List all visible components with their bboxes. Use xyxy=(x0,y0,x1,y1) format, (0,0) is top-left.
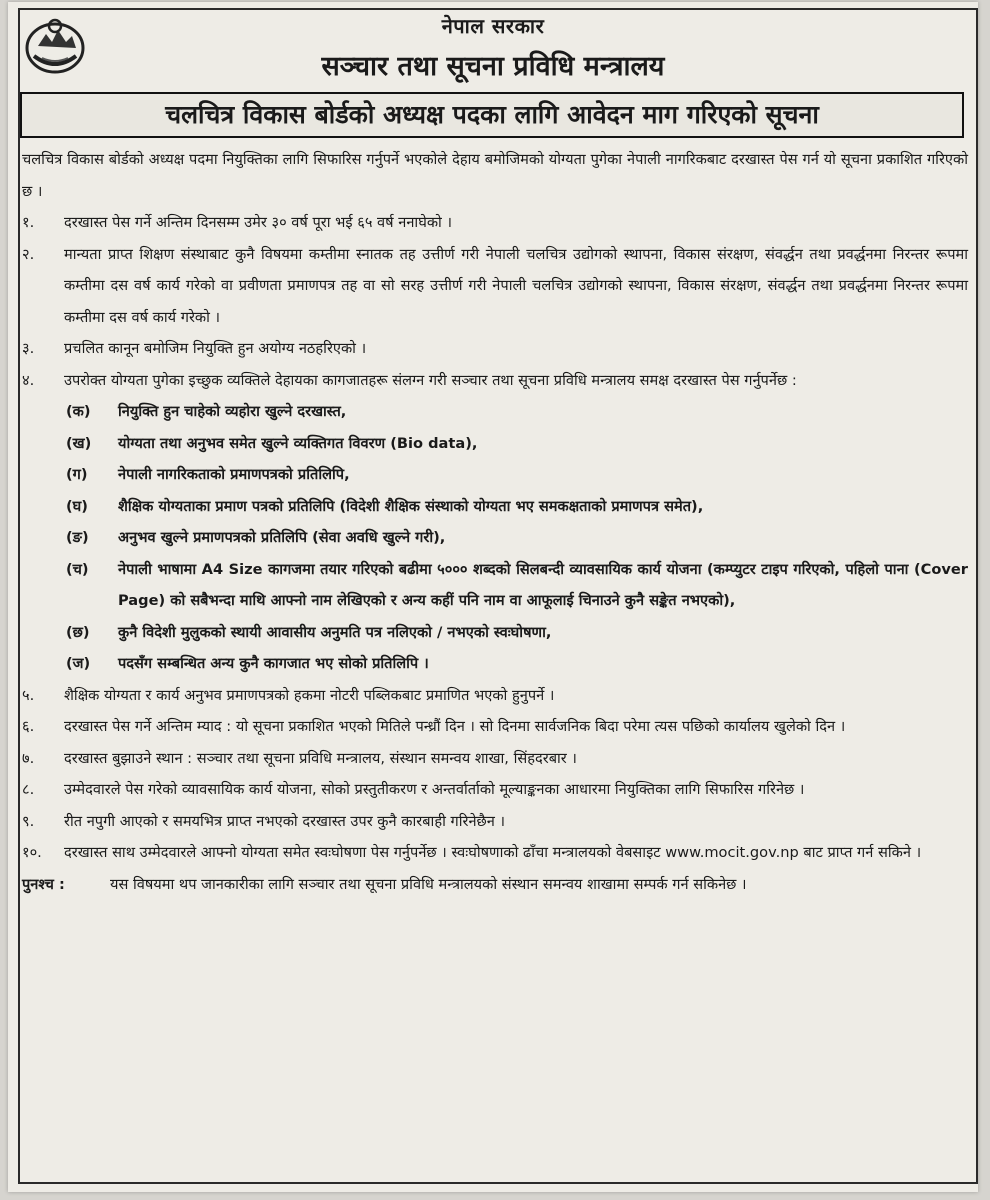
document-subitem xyxy=(22,522,968,554)
subitem-text: नेपाली नागरिकताको प्रमाणपत्रको प्रतिलिपि, xyxy=(118,466,350,483)
item-number: ३. xyxy=(22,340,35,357)
list-item xyxy=(22,239,968,334)
item-text: शैक्षिक योग्यता र कार्य अनुभव प्रमाणपत्रको हकमा नोटरी पब्लिकबाट प्रमाणित भएको हुनुपर्ने । xyxy=(64,686,555,704)
list-item xyxy=(22,837,968,869)
subitem-label: (च) xyxy=(66,560,89,578)
notice-title: चलचित्र विकास बोर्डको अध्यक्ष पदका लागि आवेदन माग गरिएको सूचना xyxy=(20,92,964,138)
document-subitem xyxy=(22,617,968,649)
postscript-text: यस विषयमा थप जानकारीका लागि सञ्चार तथा सूचना प्रविधि मन्त्रालयको संस्थान समन्वय शाखामा सम्पर्क गर्न सकिनेछ । xyxy=(110,875,747,893)
list-item xyxy=(22,680,968,712)
subitem-label: (ज) xyxy=(66,655,91,672)
item-number: १०. xyxy=(22,844,42,861)
subitem-text: नेपाली भाषामा A4 Size कागजमा तयार गरिएको बढीमा ५००० शब्दको सिलबन्दी व्यावसायिक कार्य योजना (कम्प्युटर टाइप गरिएको, पहिलो पाना (Cover Page) को सबैभन्दा माथि आफ्नो नाम लेखिएको र अन्य कहीं पनि नाम वा आफूलाई चिनाउने कुनै सङ्केत नभएको), xyxy=(118,560,968,609)
item-number: ६. xyxy=(22,718,35,735)
item-text: उपरोक्त योग्यता पुगेका इच्छुक व्यक्तिले देहायका कागजातहरू संलग्न गरी सञ्चार तथा सूचना प्रविधि मन्त्रालय समक्ष दरखास्त पेस गर्नुपर्नेछ : xyxy=(64,371,797,389)
list-item xyxy=(22,207,968,239)
list-item xyxy=(22,333,968,365)
document-subitem xyxy=(22,554,968,617)
subitem-text: योग्यता तथा अनुभव समेत खुल्ने व्यक्तिगत विवरण (Bio data), xyxy=(118,434,478,452)
document-subitem xyxy=(22,648,968,680)
document-subitem xyxy=(22,491,968,523)
item-text: प्रचलित कानून बमोजिम नियुक्ति हुन अयोग्य नठहरिएको । xyxy=(64,340,367,357)
subitem-label: (ख) xyxy=(66,434,92,452)
government-name: नेपाल सरकार xyxy=(441,14,545,38)
subitem-text: कुनै विदेशी मुलुकको स्थायी आवासीय अनुमति पत्र नलिएको / नभएको स्वःघोषणा, xyxy=(118,623,552,641)
item-text: मान्यता प्राप्त शिक्षण संस्थाबाट कुनै विषयमा कम्तीमा स्नातक तह उत्तीर्ण गरी नेपाली चलचित्र उद्योगको स्थापना, विकास संरक्षण, संवर्द्धन तथा प्रवर्द्धनमा निरन्तर रूपमा कम्तीमा दस वर्ष कार्य गरेको वा प्रवीणता प्रमाणपत्र तह वा सो सरह उत्तीर्ण गरी नेपाली चलचित्र उद्योगको स्थापना, विकास संरक्षण, संवर्द्धन तथा प्रवर्द्धनमा निरन्तर रूपमा कम्तीमा दस वर्ष कार्य गरेको । xyxy=(64,245,968,326)
subitem-text: पदसँग सम्बन्धित अन्य कुनै कागजात भए सोको प्रतिलिपि । xyxy=(118,655,429,672)
subitem-label: (छ) xyxy=(66,623,90,641)
item-number: ७. xyxy=(22,749,35,767)
list-item xyxy=(22,711,968,743)
ministry-name: सञ्चार तथा सूचना प्रविधि मन्त्रालय xyxy=(321,51,665,82)
subitem-text: शैक्षिक योग्यताका प्रमाण पत्रको प्रतिलिपि (विदेशी शैक्षिक संस्थाको योग्यता भए समकक्षताको प्रमाणपत्र समेत), xyxy=(118,497,704,515)
list-item xyxy=(22,774,968,806)
item-number: २. xyxy=(22,245,35,263)
document-subitem xyxy=(22,428,968,460)
subitem-label: (ग) xyxy=(66,466,88,483)
list-item xyxy=(22,743,968,775)
item-number: ५. xyxy=(22,686,35,704)
document-subitem xyxy=(22,459,968,491)
item-text: दरखास्त साथ उम्मेदवारले आफ्नो योग्यता समेत स्वःघोषणा पेस गर्नुपर्नेछ । स्वःघोषणाको ढाँचा मन्त्रालयको वेबसाइट www.mocit.gov.np बाट प्राप्त गर्न सकिने । xyxy=(64,844,922,861)
list-item xyxy=(22,365,968,397)
item-number: १. xyxy=(22,214,35,231)
subitem-label: (ङ) xyxy=(66,529,89,546)
item-text: दरखास्त पेस गर्ने अन्तिम दिनसम्म उमेर ३० वर्ष पूरा भई ६५ वर्ष ननाघेको । xyxy=(64,214,452,231)
postscript-label: पुनश्च : xyxy=(22,875,65,893)
notice-body xyxy=(22,144,968,900)
subitem-label: (घ) xyxy=(66,497,88,515)
item-number: ४. xyxy=(22,371,35,389)
item-text: उम्मेदवारले पेस गरेको व्यावसायिक कार्य योजना, सोको प्रस्तुतीकरण र अन्तर्वार्ताको मूल्याङ्कनका आधारमा नियुक्तिका लागि सिफारिस गरिनेछ । xyxy=(64,781,805,798)
intro-paragraph: चलचित्र विकास बोर्डको अध्यक्ष पदमा नियुक्तिका लागि सिफारिस गर्नुपर्ने भएकोले देहाय बमोजिमको योग्यता पुगेका नेपाली नागरिकबाट दरखास्त पेस गर्न यो सूचना प्रकाशित गरिएको छ । xyxy=(22,151,968,200)
subitem-text: नियुक्ति हुन चाहेको व्यहोरा खुल्ने दरखास्त, xyxy=(118,403,347,420)
newspaper-notice xyxy=(8,2,978,1192)
postscript xyxy=(22,869,968,901)
item-text: रीत नपुगी आएको र समयभित्र प्राप्त नभएको दरखास्त उपर कुनै कारबाही गरिनेछैन । xyxy=(64,812,506,830)
item-number: ८. xyxy=(22,781,35,798)
item-text: दरखास्त बुझाउने स्थान : सञ्चार तथा सूचना प्रविधि मन्त्रालय, संस्थान समन्वय शाखा, सिंहदरबार । xyxy=(64,749,577,767)
document-subitem xyxy=(22,396,968,428)
subitem-label: (क) xyxy=(66,403,91,420)
list-item xyxy=(22,806,968,838)
item-number: ९. xyxy=(22,812,35,830)
subitem-text: अनुभव खुल्ने प्रमाणपत्रको प्रतिलिपि (सेवा अवधि खुल्ने गरी), xyxy=(118,529,446,546)
item-text: दरखास्त पेस गर्ने अन्तिम म्याद : यो सूचना प्रकाशित भएको मितिले पन्ध्रौं दिन । सो दिनमा सार्वजनिक बिदा परेमा त्यस पछिको कार्यालय खुलेको दिन । xyxy=(64,718,846,735)
